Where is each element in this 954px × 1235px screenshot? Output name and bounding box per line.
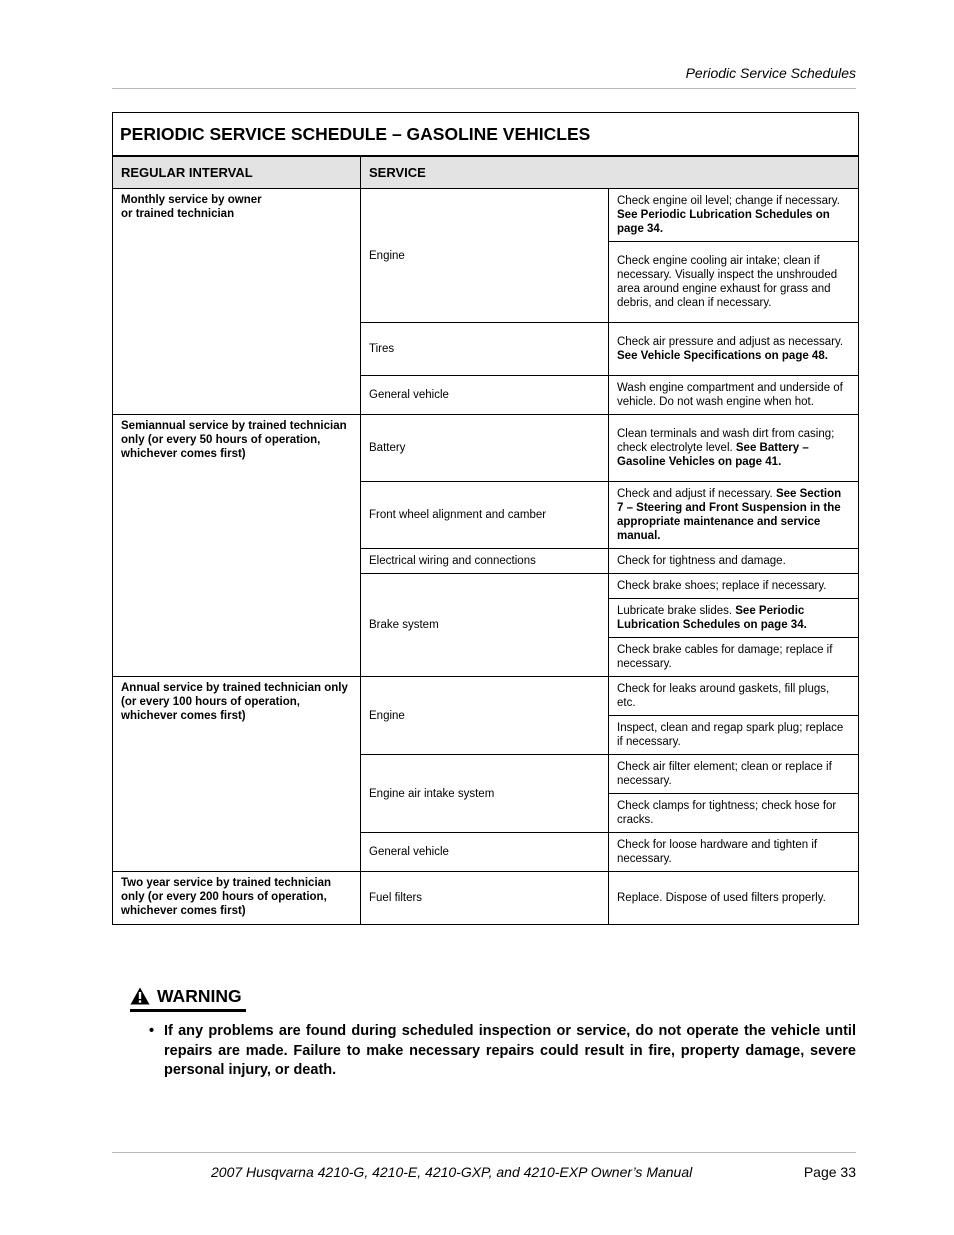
task-cell bbox=[609, 574, 859, 599]
component-cell: General vehicle bbox=[361, 833, 609, 872]
task-text: Check brake shoes; replace if necessary. bbox=[617, 580, 827, 592]
task-reference: See Vehicle Specifications on page 48. bbox=[617, 350, 828, 362]
component-cell: Front wheel alignment and camber bbox=[361, 482, 609, 549]
warning-label: WARNING bbox=[157, 985, 242, 1006]
task-cell bbox=[609, 872, 859, 925]
task-cell bbox=[609, 833, 859, 872]
manual-title: 2007 Husqvarna 4210-G, 4210-E, 4210-GXP, and 4210-EXP Owner’s Manual bbox=[211, 1164, 693, 1180]
service-schedule-table bbox=[112, 112, 859, 925]
task-text: Clean terminals and wash dirt from casing; check electrolyte level. bbox=[617, 428, 835, 454]
table-header-row bbox=[113, 156, 859, 189]
warning-text: If any problems are found during scheduled inspection or service, do not operate the vehicle until repairs are made. Failure to make necessary repairs could result in fire, property damage, severe personal injury, or death. bbox=[164, 1023, 856, 1078]
warning-list bbox=[149, 1022, 856, 1081]
interval-cell: Annual service by trained technician only (or every 100 hours of operation, whichever comes first) bbox=[113, 677, 361, 872]
task-text: Check for tightness and damage. bbox=[617, 555, 786, 567]
running-title: Periodic Service Schedules bbox=[685, 65, 856, 81]
component-cell: Tires bbox=[361, 323, 609, 376]
component-cell: Battery bbox=[361, 415, 609, 482]
interval-cell: Two year service by trained technician only (or every 200 hours of operation, whichever comes first) bbox=[113, 872, 361, 925]
table-title: PERIODIC SERVICE SCHEDULE – GASOLINE VEHICLES bbox=[113, 113, 859, 157]
component-cell: Brake system bbox=[361, 574, 609, 677]
task-text: Check engine oil level; change if necessary. bbox=[617, 195, 840, 207]
task-text: Replace. Dispose of used filters properly. bbox=[617, 892, 826, 904]
task-cell bbox=[609, 482, 859, 549]
task-cell bbox=[609, 638, 859, 677]
task-text: Check clamps for tightness; check hose for cracks. bbox=[617, 800, 837, 826]
task-reference: See Section 7 – Steering and Front Suspension in the appropriate maintenance and service manual. bbox=[617, 488, 842, 542]
task-text: Check brake cables for damage; replace if necessary. bbox=[617, 644, 833, 670]
page-header bbox=[112, 62, 856, 89]
task-cell bbox=[609, 677, 859, 716]
task-cell bbox=[609, 549, 859, 574]
warning-bullet: • bbox=[149, 1023, 155, 1039]
task-cell bbox=[609, 242, 859, 323]
table-title-row bbox=[113, 113, 859, 157]
task-text: Check and adjust if necessary. bbox=[617, 488, 776, 500]
page-footer bbox=[112, 1152, 856, 1193]
task-cell bbox=[609, 755, 859, 794]
interval-cell: Monthly service by owner or trained technician bbox=[113, 189, 361, 415]
task-text: Inspect, clean and regap spark plug; replace if necessary. bbox=[617, 722, 844, 748]
task-cell bbox=[609, 323, 859, 376]
component-cell: Engine bbox=[361, 189, 609, 323]
task-cell bbox=[609, 376, 859, 415]
column-header-service: SERVICE bbox=[361, 156, 859, 189]
table-row bbox=[113, 677, 859, 716]
task-text: Lubricate brake slides. bbox=[617, 605, 736, 617]
task-text: Check for leaks around gaskets, fill plugs, etc. bbox=[617, 683, 830, 709]
task-reference: See Battery – Gasoline Vehicles on page 41. bbox=[617, 442, 809, 468]
task-reference: See Periodic Lubrication Schedules on page 34. bbox=[617, 209, 830, 235]
task-text: Wash engine compartment and underside of vehicle. Do not wash engine when hot. bbox=[617, 382, 843, 408]
task-cell bbox=[609, 794, 859, 833]
component-cell: Electrical wiring and connections bbox=[361, 549, 609, 574]
task-text: Check air pressure and adjust as necessary. bbox=[617, 336, 844, 348]
component-cell: Engine air intake system bbox=[361, 755, 609, 833]
warning-heading bbox=[130, 983, 246, 1012]
table-row bbox=[113, 415, 859, 482]
page-number: Page 33 bbox=[803, 1164, 856, 1180]
task-reference: See Periodic Lubrication Schedules on page 34. bbox=[617, 605, 807, 631]
component-cell: Engine bbox=[361, 677, 609, 755]
interval-cell: Semiannual service by trained technician only (or every 50 hours of operation, whichever comes first) bbox=[113, 415, 361, 677]
column-header-interval: REGULAR INTERVAL bbox=[113, 156, 361, 189]
task-cell bbox=[609, 716, 859, 755]
table-row bbox=[113, 189, 859, 242]
component-cell: Fuel filters bbox=[361, 872, 609, 925]
task-text: Check air filter element; clean or replace if necessary. bbox=[617, 761, 832, 787]
task-cell bbox=[609, 599, 859, 638]
table-row bbox=[113, 872, 859, 925]
task-text: Check for loose hardware and tighten if necessary. bbox=[617, 839, 818, 865]
component-cell: General vehicle bbox=[361, 376, 609, 415]
warning-block bbox=[130, 983, 246, 1012]
task-cell bbox=[609, 415, 859, 482]
task-text: Check engine cooling air intake; clean if necessary. Visually inspect the unshrouded area around engine exhaust for grass and debris, and clean if necessary. bbox=[617, 255, 838, 309]
task-cell bbox=[609, 189, 859, 242]
warning-triangle-icon bbox=[130, 987, 150, 1005]
